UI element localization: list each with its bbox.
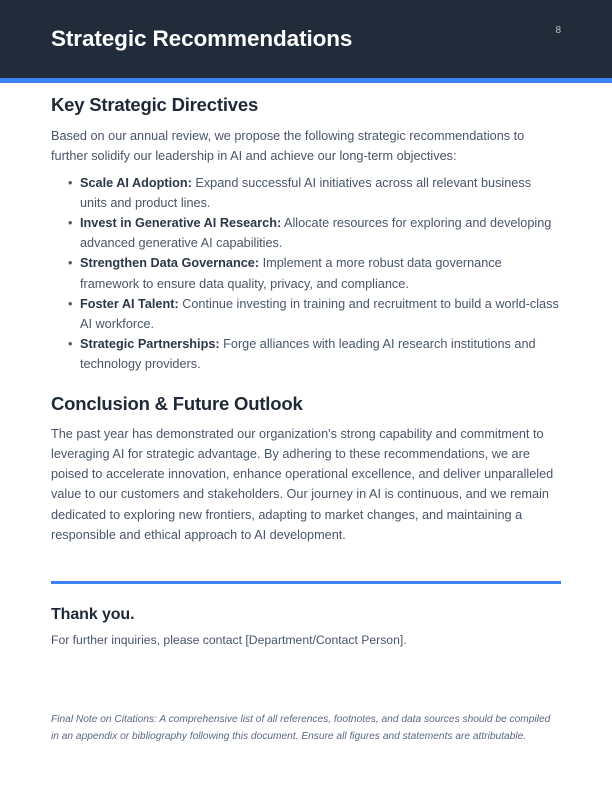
list-item [51,334,561,374]
list-item-lead: Strategic Partnerships: [80,337,220,352]
list-item [51,253,561,293]
final-note-citations: Final Note on Citations: A comprehensive list of all references, footnotes, and data sources should be compiled in an appendix or bibliography following this document. Ensure all figures and statements are attributable. [51,713,551,743]
section-heading-conclusion-future-outlook: Conclusion & Future Outlook [51,392,303,414]
list-item-text: Continue investing in training and recruitment to build a world-class AI workforce. [80,296,559,331]
list-item-text: Forge alliances with leading AI research institutions and technology providers. [80,337,536,372]
contact-line: For further inquiries, please contact [Department/Contact Person]. [51,632,407,647]
list-item [51,294,561,334]
list-item-lead: Scale AI Adoption: [80,175,192,190]
thank-you-heading: Thank you. [51,605,135,623]
page-header-inner [51,0,572,78]
page-title: Strategic Recommendations [51,25,353,51]
list-item [51,213,561,253]
divider-wrapper [51,545,561,584]
list-item [51,173,561,213]
list-item-text: Implement a more robust data governance framework to ensure data quality, privacy, and compliance. [80,256,502,291]
conclusion-paragraph: The past year has demonstrated our organization's strong capability and commitment to leveraging AI for strategic advantage. By adhering to these recommendations, we are poised to accelerate innovation, enhance operational excellence, and deliver unparalleled value to our customers and stakeholders. Our journey in AI is continuous, and we remain dedicated to exploring new frontiers, adapting to market changes, and maintaining a responsible and ethical approach to AI development. [51,426,554,542]
list-item-text: Expand successful AI initiatives across all relevant business units and product lines. [80,175,532,210]
page-number: 8 [555,25,561,36]
section-heading-key-strategic-directives: Key Strategic Directives [51,94,259,115]
directives-intro-paragraph: Based on our annual review, we propose the following strategic recommendations to further solidify our leadership in AI and achieve our long-term objectives: [51,129,525,164]
list-item-lead: Foster AI Talent: [80,296,179,311]
list-item-lead: Strengthen Data Governance: [80,256,260,271]
list-item-text: Allocate resources for exploring and developing advanced generative AI capabilities. [80,215,552,251]
strategic-directives-list [51,167,561,375]
list-item-lead: Invest in Generative AI Research: [80,215,282,230]
document-content [51,83,561,746]
page-header [0,0,612,78]
